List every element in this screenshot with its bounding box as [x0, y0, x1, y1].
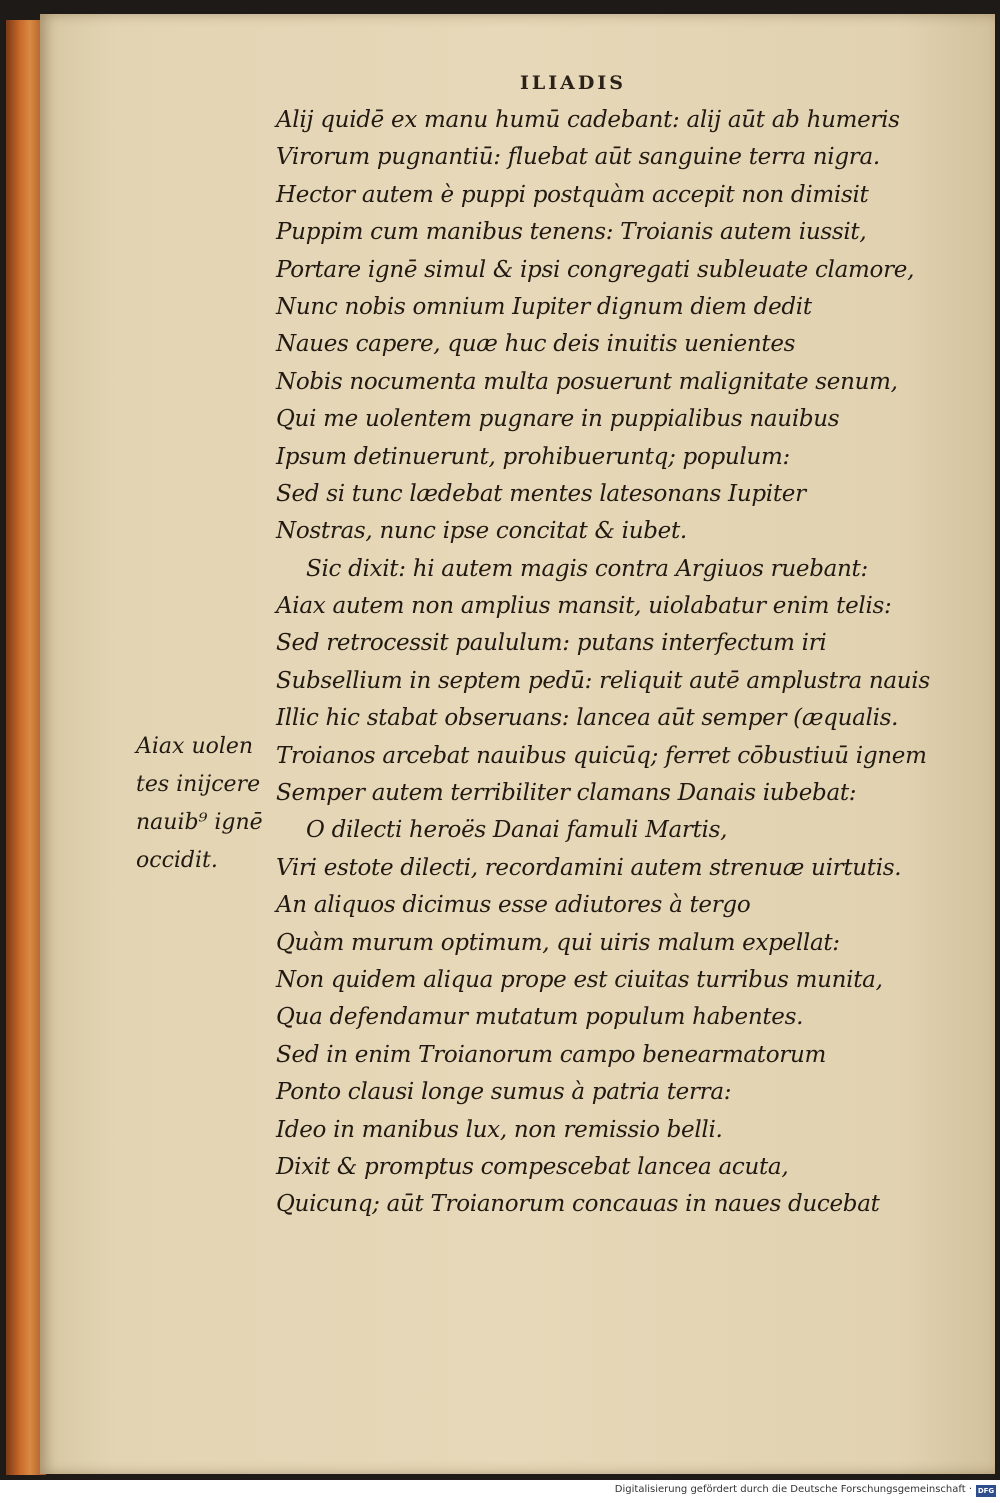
text-line: Nostras, nunc ipse concitat & iubet.	[276, 518, 687, 545]
text-line: Sed retrocessit paululum: putans interfectum iri	[276, 630, 827, 657]
text-line: Dixit & promptus compescebat lancea acuta,	[276, 1153, 789, 1180]
text-line: Nunc nobis omnium Iupiter dignum diem dedit	[276, 293, 812, 320]
text-line: Virorum pugnantiū: fluebat aūt sanguine terra nigra.	[276, 144, 880, 171]
footer-bar	[0, 1480, 1000, 1503]
marginal-line: nauib⁹ ignē	[136, 810, 263, 835]
text-line: Non quidem aliqua prope est ciuitas turribus munita,	[276, 966, 883, 993]
marginal-line: tes inijcere	[136, 772, 261, 797]
marginal-line: occidit.	[136, 848, 218, 873]
text-line: Puppim cum manibus tenens: Troianis autem iussit,	[276, 219, 867, 246]
text-line: Ipsum detinuerunt, prohibueruntq; populum:	[276, 443, 790, 470]
text-line: Ideo in manibus lux, non remissio belli.	[276, 1116, 723, 1143]
marginal-note	[136, 728, 286, 880]
text-line: Quicunq; aūt Troianorum concauas in naues ducebat	[276, 1191, 880, 1218]
text-line: Illic hic stabat obseruans: lancea aūt semper (æqualis.	[276, 705, 899, 732]
text-line: Subsellium in septem pedū: reliquit autē amplustra nauis	[276, 667, 930, 694]
text-line: Qui me uolentem pugnare in puppialibus nauibus	[276, 406, 840, 433]
text-line: Nobis nocumenta multa posuerunt malignitate senum,	[276, 368, 898, 395]
dfg-logo-icon: DFG	[977, 1487, 995, 1495]
text-line: Quàm murum optimum, qui uiris malum expellat:	[276, 929, 840, 956]
text-line: Naues capere, quæ huc deis inuitis uenientes	[276, 331, 796, 358]
text-line: Sed in enim Troianorum campo benearmatorum	[276, 1041, 827, 1068]
marginal-line: Aiax uolen	[136, 734, 254, 759]
text-line: Qua defendamur mutatum populum habentes.	[276, 1004, 804, 1031]
text-line: O dilecti heroës Danai famuli Martis,	[306, 817, 728, 844]
text-line: Aiax autem non amplius mansit, uiolabatur enim telis:	[276, 593, 892, 620]
text-line: An aliquos dicimus esse adiutores à tergo	[276, 892, 751, 919]
text-line: Portare ignē simul & ipsi congregati subleuate clamore,	[276, 256, 915, 283]
text-line: Sic dixit: hi autem magis contra Argiuos ruebant:	[306, 555, 868, 582]
text-line: Troianos arcebat nauibus quicūq; ferret cōbustiuū ignem	[276, 742, 927, 769]
text-line: Hector autem è puppi postquàm accepit non dimisit	[276, 181, 869, 208]
text-line: Sed si tunc lædebat mentes latesonans Iupiter	[276, 480, 806, 507]
text-line: Viri estote dilecti, recordamini autem strenuæ uirtutis.	[276, 854, 902, 881]
text-line: Ponto clausi longe sumus à patria terra:	[276, 1079, 732, 1106]
text-line: Semper autem terribiliter clamans Danais iubebat:	[276, 780, 857, 807]
text-line: Alij quidē ex manu humū cadebant: alij aūt ab humeris	[276, 107, 900, 133]
main-text-block	[276, 102, 946, 1224]
funding-credit: Digitalisierung gefördert durch die Deutsche Forschungsgemeinschaft ·	[614, 1484, 972, 1495]
running-title: ILIADIS	[520, 72, 626, 94]
